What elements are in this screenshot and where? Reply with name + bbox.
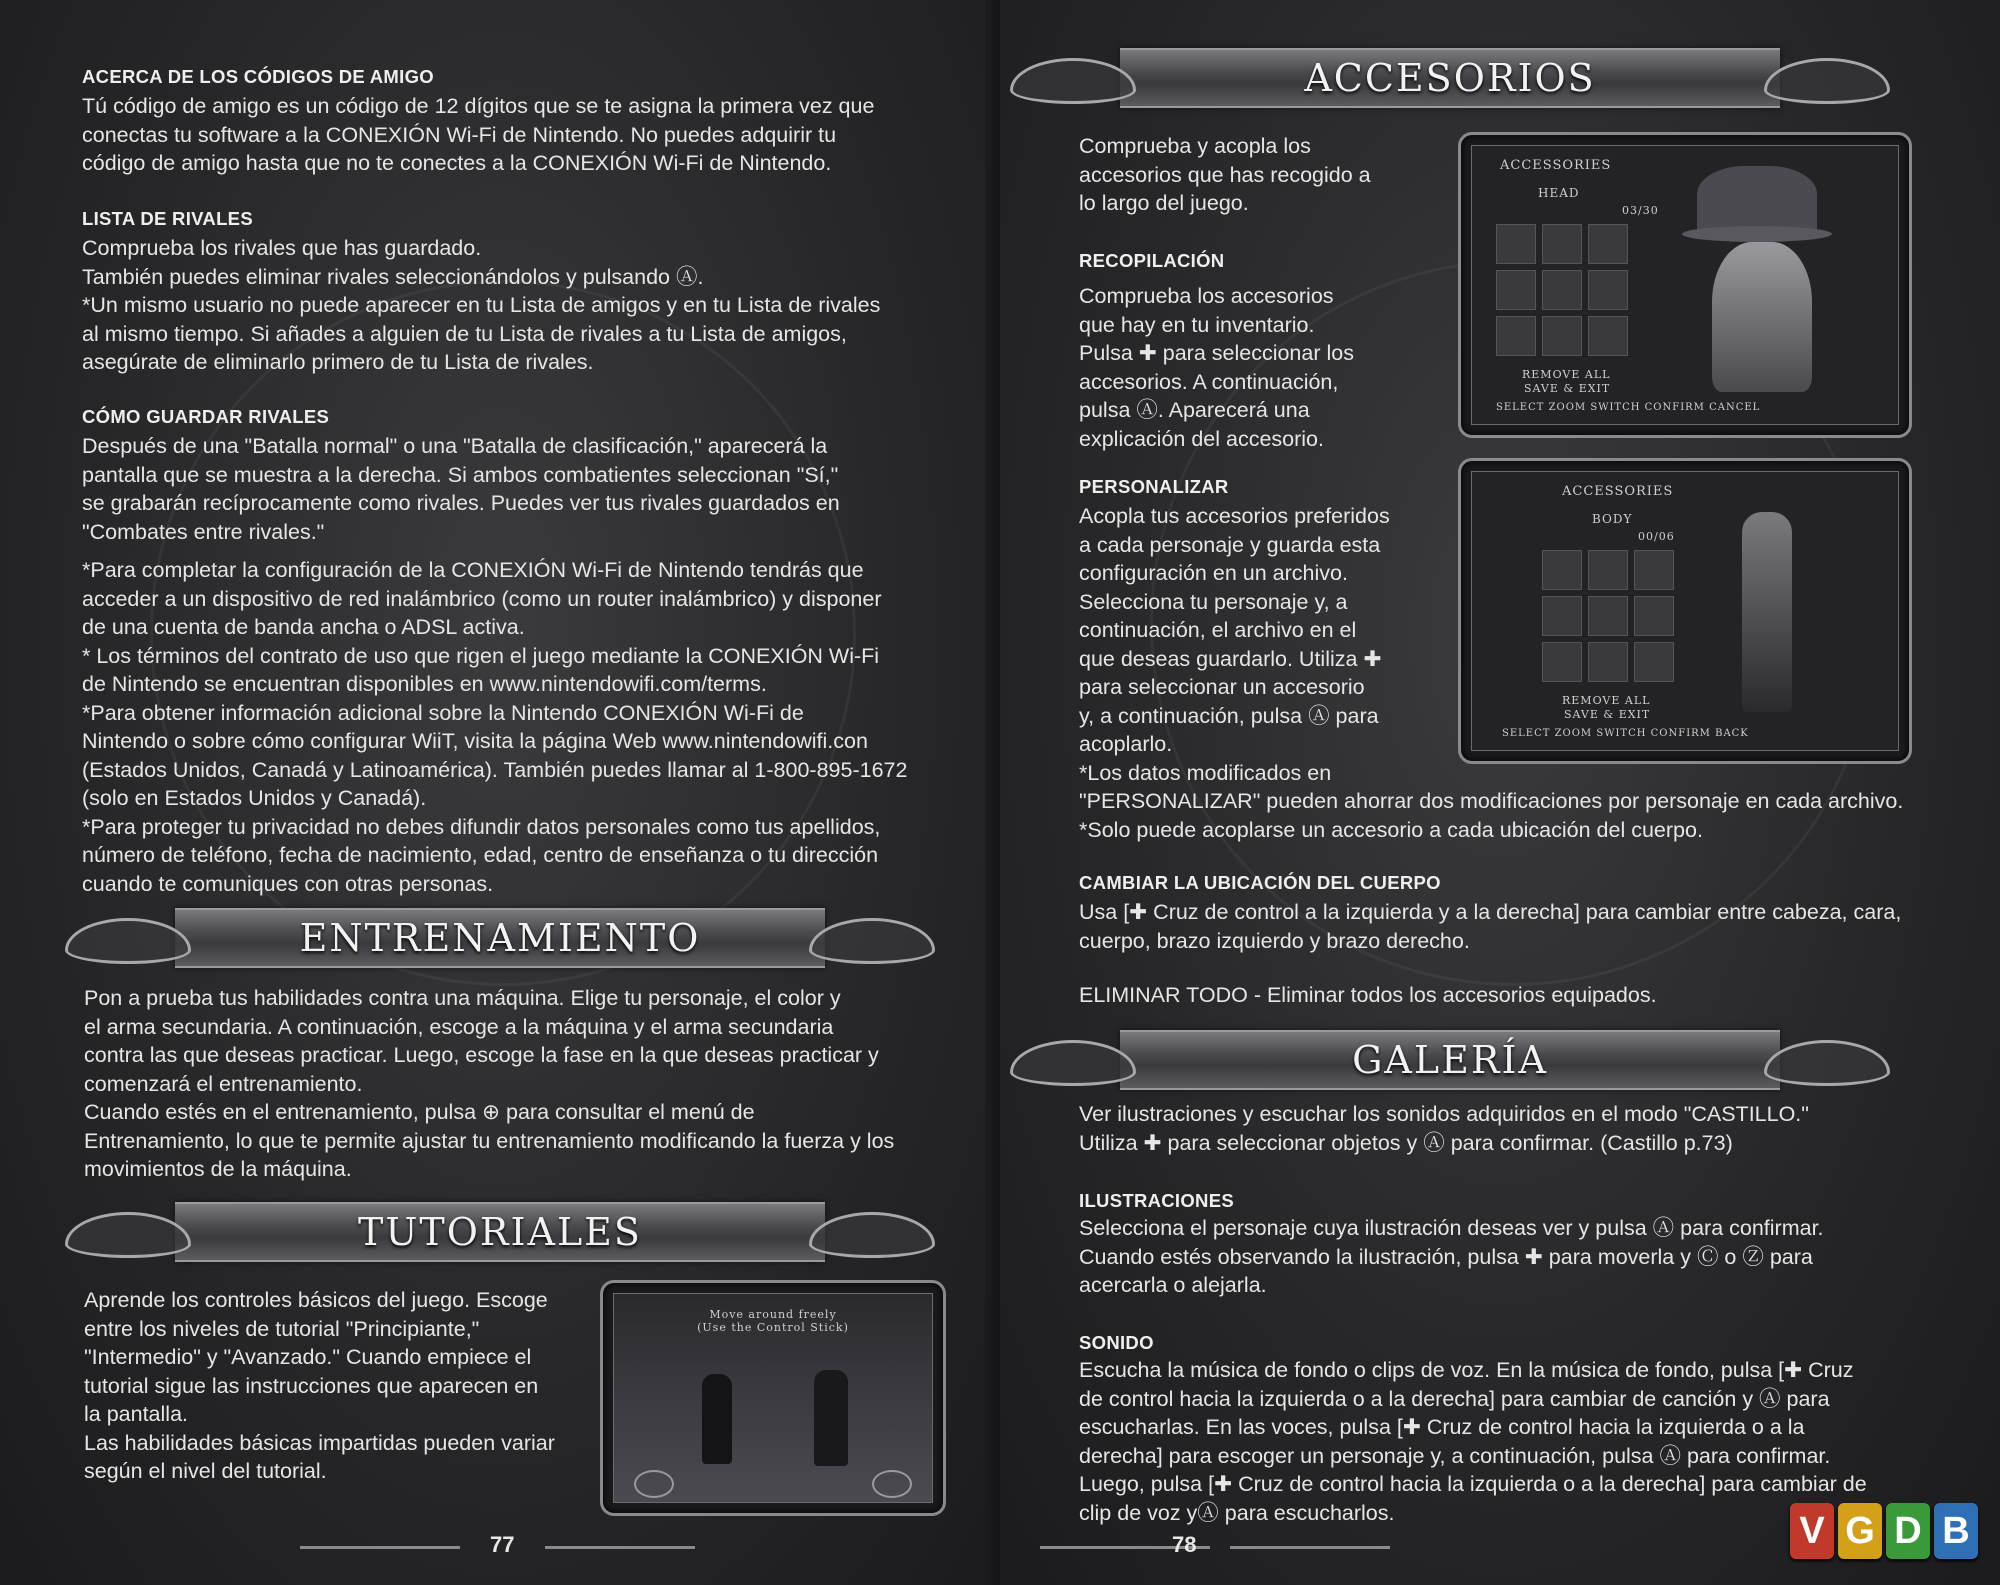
save-rivals-body: Después de una "Batalla normal" o una "Batalla de clasificación," aparecerá la pantalla que se muestra a la derecha. Si ambos combatientes seleccionan "Sí," se grabarán recíprocamente como rivales. Puedes ver tus rivales guardados en "Combates entre rivales." bbox=[82, 434, 840, 544]
shot2-controls: SELECT ZOOM SWITCH CONFIRM BACK bbox=[1502, 728, 1749, 739]
gallery-banner bbox=[1120, 1030, 1780, 1090]
watermark-letter-b: B bbox=[1934, 1503, 1978, 1559]
rivals-list-heading: LISTA DE RIVALES bbox=[82, 208, 253, 229]
watermark-letter-v: V bbox=[1790, 1503, 1834, 1559]
character-model bbox=[1742, 512, 1792, 712]
tutorials-banner bbox=[175, 1202, 825, 1262]
fighter-right bbox=[814, 1370, 848, 1466]
item-slot bbox=[1542, 550, 1582, 590]
shot1-count: 03/30 bbox=[1622, 204, 1659, 217]
tutorials-body: Aprende los controles básicos del juego. Escoge entre los niveles de tutorial "Principiante," "Intermedio" y "Avanzado." Cuando empiece el tutorial sigue las instrucciones que aparecen en la pantalla. Las habilidades básicas impartidas pueden variar según el nivel del tutorial. bbox=[84, 1288, 555, 1483]
tutorial-caption: Move around freely (Use the Control Stick) bbox=[697, 1308, 849, 1334]
tutorials-title: TUTORIALES bbox=[358, 1210, 642, 1254]
remove-all-note: ELIMINAR TODO - Eliminar todos los accesorios equipados. bbox=[1079, 983, 1657, 1007]
item-slot bbox=[1542, 596, 1582, 636]
training-title: ENTRENAMIENTO bbox=[299, 916, 701, 960]
accessories-head-screenshot bbox=[1458, 132, 1912, 438]
tutorial-screenshot bbox=[600, 1280, 946, 1516]
item-slot bbox=[1542, 642, 1582, 682]
watermark-letter-d: D bbox=[1886, 1503, 1930, 1559]
accessories-body-screenshot bbox=[1458, 458, 1912, 764]
right-page bbox=[1000, 0, 2000, 1585]
collection-heading: RECOPILACIÓN bbox=[1079, 250, 1225, 271]
watermark-letter-g: G bbox=[1838, 1503, 1882, 1559]
health-gauge-left bbox=[634, 1470, 674, 1498]
page-number-right: 78 bbox=[1172, 1532, 1197, 1557]
friend-codes-body: Tú código de amigo es un código de 12 dígitos que se te asigna la primera vez que conectas tu software a la CONEXIÓN Wi-Fi de Nintendo. No puedes adquirir tu código de amigo hasta que no te conectes a la CONEXIÓN Wi-Fi de Nintendo. bbox=[82, 94, 875, 175]
item-slot bbox=[1634, 550, 1674, 590]
item-slot bbox=[1634, 596, 1674, 636]
shot2-save-exit: SAVE & EXIT bbox=[1564, 708, 1651, 721]
shot2-title: ACCESSORIES bbox=[1562, 484, 1674, 499]
item-slot bbox=[1588, 316, 1628, 356]
accessories-banner bbox=[1120, 48, 1780, 108]
friend-codes-heading: ACERCA DE LOS CÓDIGOS DE AMIGO bbox=[82, 66, 434, 87]
shot1-controls: SELECT ZOOM SWITCH CONFIRM CANCEL bbox=[1496, 402, 1761, 413]
shot1-title: ACCESSORIES bbox=[1500, 158, 1612, 173]
item-slot bbox=[1496, 224, 1536, 264]
accessories-intro: Comprueba y acopla los accesorios que has recogido a lo largo del juego. bbox=[1079, 134, 1371, 215]
item-slot bbox=[1542, 270, 1582, 310]
shot2-remove-all: REMOVE ALL bbox=[1562, 694, 1651, 707]
item-slot bbox=[1542, 224, 1582, 264]
shot2-tab: BODY bbox=[1592, 512, 1633, 526]
illustrations-heading: ILUSTRACIONES bbox=[1079, 1190, 1234, 1211]
accessories-head-scene bbox=[1471, 145, 1899, 425]
illustrations-body: Selecciona el personaje cuya ilustración deseas ver y pulsa Ⓐ para confirmar. Cuando estés observando la ilustración, pulsa ✚ para moverla y Ⓒ o Ⓩ para acercarla o alejarla. bbox=[1079, 1216, 1824, 1297]
shot1-save-exit: SAVE & EXIT bbox=[1524, 382, 1611, 395]
training-body: Pon a prueba tus habilidades contra una máquina. Elige tu personaje, el color y el arma secundaria. A continuación, escoge a la máquina y el arma secundaria contra las que deseas practicar. Luego, escoge la fase en la que deseas practicar y comenzará el entrenamiento. Cuando estés en el entrenamiento, pulsa ⊕ para consultar el menú de Entrenamiento, lo que te permite ajustar tu entrenamiento modificando la fuerza y los movimientos de la máquina. bbox=[84, 986, 895, 1181]
sound-body: Escucha la música de fondo o clips de voz. En la música de fondo, pulsa [✚ Cruz de control hacia la izquierda o a la derecha] para cambiar de canción y Ⓐ para escucharlas. En las voces, pulsa [✚ Cruz de control hacia la izquierda o a la derecha] para escoger un personaje y, a continuación, pulsa Ⓐ para confirmar. Luego, pulsa [✚ Cruz de control hacia la izquierda o a la derecha] para cambiar de clip de voz yⒶ para escucharlos. bbox=[1079, 1358, 1867, 1525]
customize-body: Acopla tus accesorios preferidos a cada personaje y guarda esta configuración en un archivo. Selecciona tu personaje y, a continuación, el archivo en el que deseas guardarlo. Utiliza ✚ para seleccionar un accesorio y, a continuación, pulsa Ⓐ para acoplarlo. *Los datos modificados en "PERSONALIZAR" pueden ahorrar dos modificaciones por personaje en cada archivo. *Solo puede acoplarse un accesorio a cada ubicación del cuerpo. bbox=[1079, 504, 1904, 842]
health-gauge-right bbox=[872, 1470, 912, 1498]
fighter-left bbox=[702, 1374, 732, 1464]
item-slot bbox=[1588, 642, 1628, 682]
gallery-title: GALERÍA bbox=[1352, 1038, 1548, 1082]
item-slot bbox=[1496, 316, 1536, 356]
tutorial-scene bbox=[613, 1293, 933, 1503]
collection-body: Comprueba los accesorios que hay en tu inventario. Pulsa ✚ para seleccionar los accesorios. A continuación, pulsa Ⓐ. Aparecerá una explicación del accesorio. bbox=[1079, 284, 1354, 451]
item-slot bbox=[1588, 596, 1628, 636]
accessories-title: ACCESORIOS bbox=[1304, 56, 1596, 100]
training-banner bbox=[175, 908, 825, 968]
gallery-intro: Ver ilustraciones y escuchar los sonidos adquiridos en el modo "CASTILLO." Utiliza ✚ para seleccionar objetos y Ⓐ para confirmar. (Castillo p.73) bbox=[1079, 1102, 1809, 1155]
wifi-notes: *Para completar la configuración de la CONEXIÓN Wi-Fi de Nintendo tendrás que acceder a un dispositivo de red inalámbrico (como un router inalámbrico) y disponer de una cuenta de banda ancha o ADSL activa. * Los términos del contrato de uso que rigen el juego mediante la CONEXIÓN Wi-Fi de Nintendo se encuentran disponibles en www.nintendowifi.com/terms. *Para obtener información adicional sobre la Nintendo CONEXIÓN Wi-Fi de Nintendo o sobre cómo configurar WiiT, visita la página Web www.nintendowifi.con (Estados Unidos, Canadá y Latinoamérica). También puedes llamar al 1-800-895-1672 (solo en Estados Unidos y Canadá). *Para proteger tu privacidad no debes difundir datos personales como tus apellidos, número de teléfono, fecha de nacimiento, edad, centro de enseñanza o tu dirección cuando te comuniques con otras personas. bbox=[82, 558, 908, 896]
sound-heading: SONIDO bbox=[1079, 1332, 1154, 1353]
item-slot bbox=[1588, 550, 1628, 590]
accessories-body-scene bbox=[1471, 471, 1899, 751]
customize-heading: PERSONALIZAR bbox=[1079, 476, 1229, 497]
page-number-ornament-right bbox=[1230, 1546, 1390, 1549]
hat-brim bbox=[1682, 226, 1832, 242]
shot2-count: 00/06 bbox=[1638, 530, 1675, 543]
character-portrait bbox=[1712, 242, 1812, 392]
item-slot bbox=[1588, 224, 1628, 264]
page-number-ornament-right bbox=[545, 1546, 695, 1549]
body-location-body: Usa [✚ Cruz de control a la izquierda y a la derecha] para cambiar entre cabeza, cara, cuerpo, brazo izquierdo y brazo derecho. bbox=[1079, 900, 1902, 953]
save-rivals-heading: CÓMO GUARDAR RIVALES bbox=[82, 406, 330, 427]
item-slot bbox=[1496, 270, 1536, 310]
item-slot bbox=[1588, 270, 1628, 310]
body-location-heading: CAMBIAR LA UBICACIÓN DEL CUERPO bbox=[1079, 872, 1441, 893]
rivals-list-body: Comprueba los rivales que has guardado. También puedes eliminar rivales seleccionándolos y pulsando Ⓐ. *Un mismo usuario no puede aparecer en tu Lista de amigos y en tu Lista de rivales al mismo tiempo. Si añades a alguien de tu Lista de rivales a tu Lista de amigos, asegúrate de eliminarlo primero de tu Lista de rivales. bbox=[82, 236, 881, 374]
page-number-left: 77 bbox=[490, 1532, 515, 1557]
item-slot bbox=[1634, 642, 1674, 682]
page-number-ornament-left bbox=[300, 1546, 460, 1549]
item-slot bbox=[1542, 316, 1582, 356]
shot1-tab: HEAD bbox=[1538, 186, 1580, 200]
shot1-remove-all: REMOVE ALL bbox=[1522, 368, 1611, 381]
